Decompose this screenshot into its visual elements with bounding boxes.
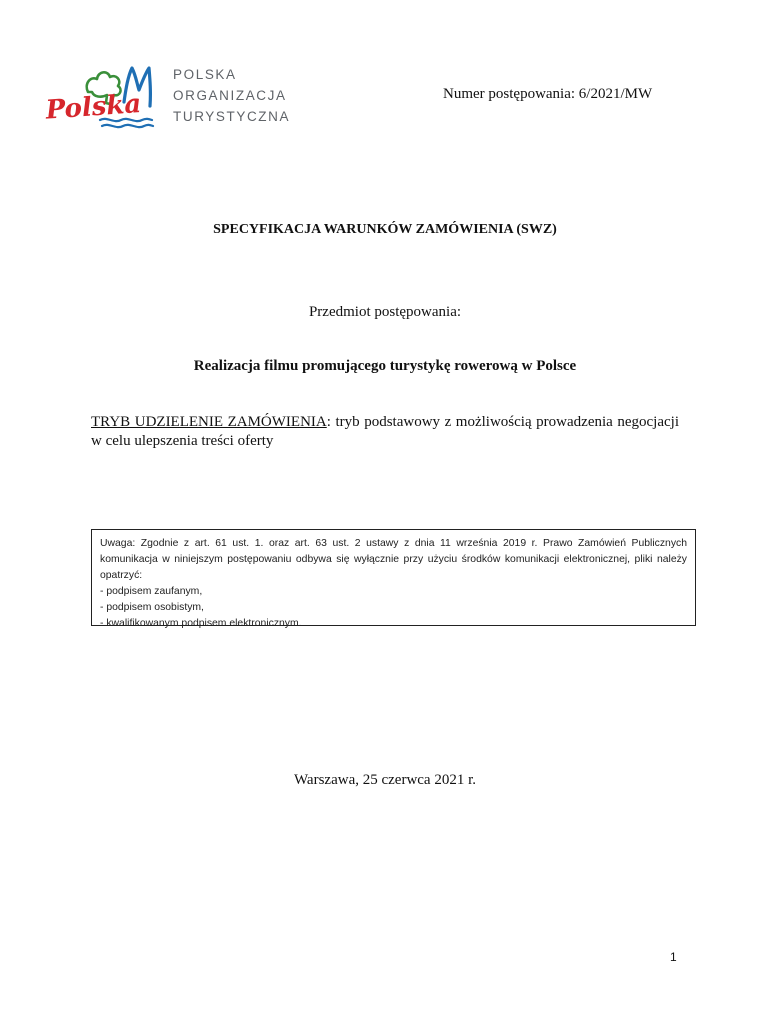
procurement-subject: Realizacja filmu promującego turystykę rowerową w Polsce (193, 358, 577, 374)
case-number: Numer postępowania: 6/2021/MW (443, 86, 653, 102)
notice-list-item: - podpisem osobistym, (100, 602, 204, 613)
org-name-line: POLSKA (173, 67, 237, 82)
org-name-line: ORGANIZACJA (173, 88, 287, 103)
document-title: SPECYFIKACJA WARUNKÓW ZAMÓWIENIA (SWZ) (213, 222, 557, 237)
notice-box (91, 529, 696, 629)
subject-label: Przedmiot postępowania: (308, 304, 462, 320)
notice-list-item: - kwalifikowanym podpisem elektronicznym. (100, 618, 302, 629)
polska-logo (44, 62, 159, 134)
place-and-date: Warszawa, 25 czerwca 2021 r. (293, 772, 477, 788)
procurement-mode (91, 413, 679, 451)
organization-name (173, 64, 290, 127)
procurement-mode-label: TRYB UDZIELENIE ZAMÓWIENIA (91, 414, 327, 430)
page-number: 1 (670, 950, 677, 964)
org-name-line: TURYSTYCZNA (173, 109, 291, 124)
logo-wordmark: Polska (44, 89, 143, 126)
notice-list-item: - podpisem zaufanym, (100, 586, 203, 597)
notice-text: Uwaga: Zgodnie z art. 61 ust. 1. oraz art. 63 ust. 2 ustawy z dnia 11 września 2019 r. Prawo Zamówień Publicznych komunikacja w niniejszym postępowaniu odbywa się wyłącznie przy użyciu środków komunikacji elektronicznej, pliki należy opatrzyć: (100, 538, 687, 581)
procurement-mode-text: : tryb podstawowy z możliwością prowadzenia negocjacji w celu ulepszenia treści oferty (91, 414, 680, 449)
